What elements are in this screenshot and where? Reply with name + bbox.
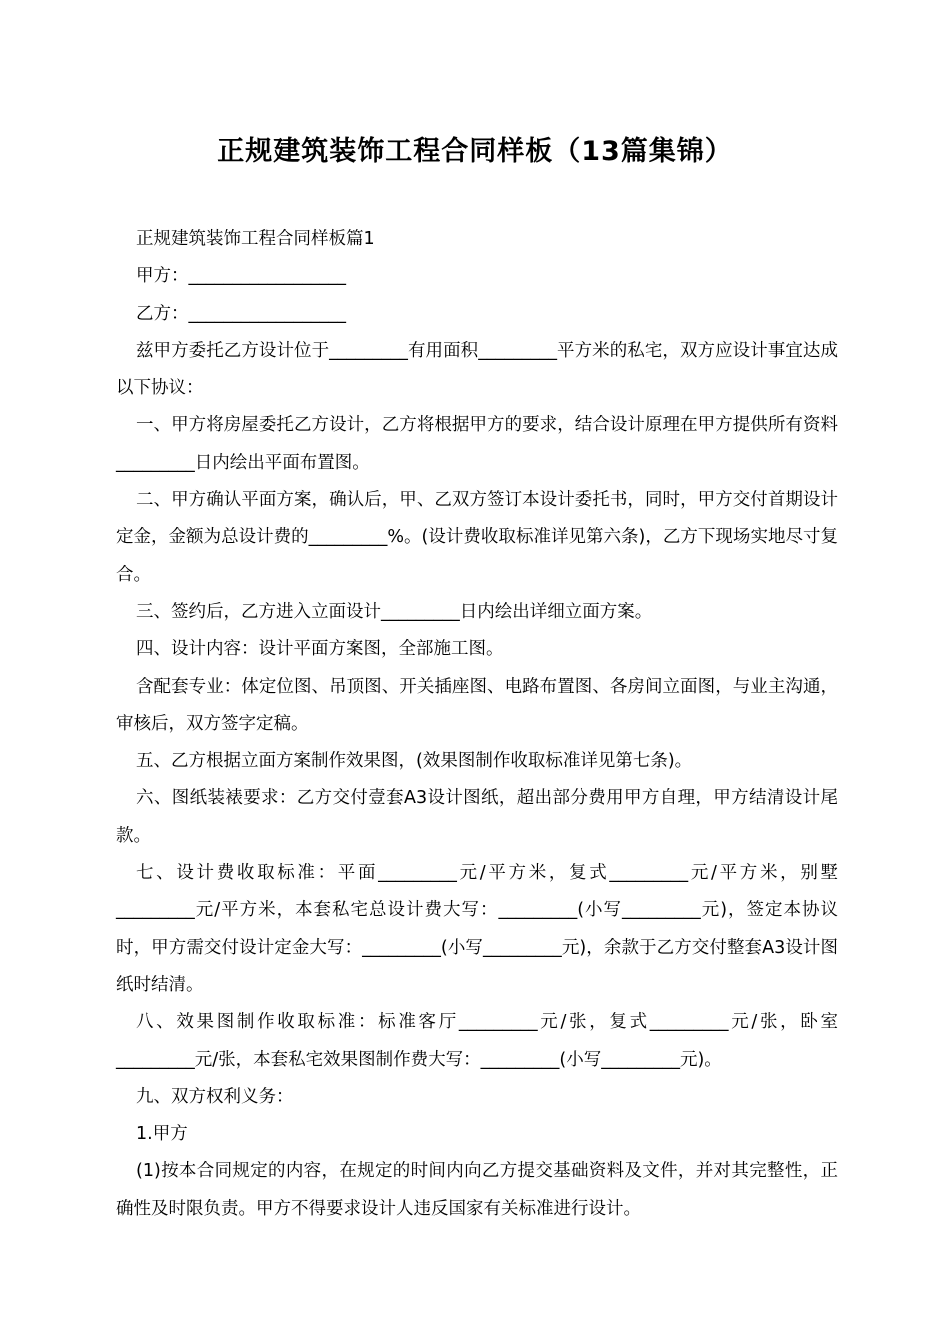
party-a-line: 甲方：__________________ [136,266,346,287]
party-b-line: 乙方：__________________ [136,303,346,324]
clause-9-party-a: 1.甲方 [136,1124,188,1145]
clause-5: 五、乙方根据立面方案制作效果图，(效果图制作收取标准详见第七条)。 [136,751,693,772]
document-body [116,221,838,1228]
clause-9-party-a-item-1: (1)按本合同规定的内容，在规定的时间内向乙方提交基础资料及文件，并对其完整性，正确性及时限负责。甲方不得要求设计人违反国家有关标准进行设计。 [116,1161,838,1219]
clause-2: 二、甲方确认平面方案，确认后，甲、乙双方签订本设计委托书，同时，甲方交付首期设计定金，金额为总设计费的_________%。(设计费收取标准详见第六条)，乙方下现场实地尽寸复合。 [116,490,838,585]
clause-4: 四、设计内容：设计平面方案图，全部施工图。 [136,639,504,660]
section-heading: 正规建筑装饰工程合同样板篇1 [136,229,375,249]
clause-7: 七、设计费收取标准：平面_________元/平方米，复式_________元/平方米，别墅_________元/平方米，本套私宅总设计费大写：_________(小写_________元)，签定本协议时，甲方需交付设计定金大写：_________(小写_________元)，余款于乙方交付整套A3设计图纸时结清。 [116,863,838,995]
clause-1: 一、甲方将房屋委托乙方设计，乙方将根据甲方的要求，结合设计原理在甲方提供所有资料_________日内绘出平面布置图。 [116,415,838,473]
document-title: 正规建筑装饰工程合同样板（13篇集锦） [217,136,733,167]
intro-paragraph: 兹甲方委托乙方设计位于_________有用面积_________平方米的私宅，双方应设计事宜达成以下协议： [116,340,838,399]
clause-8: 八、效果图制作收取标准：标准客厅_________元/张，复式_________元/张，卧室_________元/张，本套私宅效果图制作费大写：_________(小写_________元)。 [116,1012,838,1070]
clause-3: 三、签约后，乙方进入立面设计_________日内绘出详细立面方案。 [136,601,653,622]
clause-9: 九、双方权利义务： [136,1086,294,1107]
clause-4-detail: 含配套专业：体定位图、吊顶图、开关插座图、电路布置图、各房间立面图，与业主沟通，审核后，双方签字定稿。 [116,676,838,734]
clause-6: 六、图纸装裱要求：乙方交付壹套A3设计图纸，超出部分费用甲方自理，甲方结清设计尾款。 [116,788,838,846]
